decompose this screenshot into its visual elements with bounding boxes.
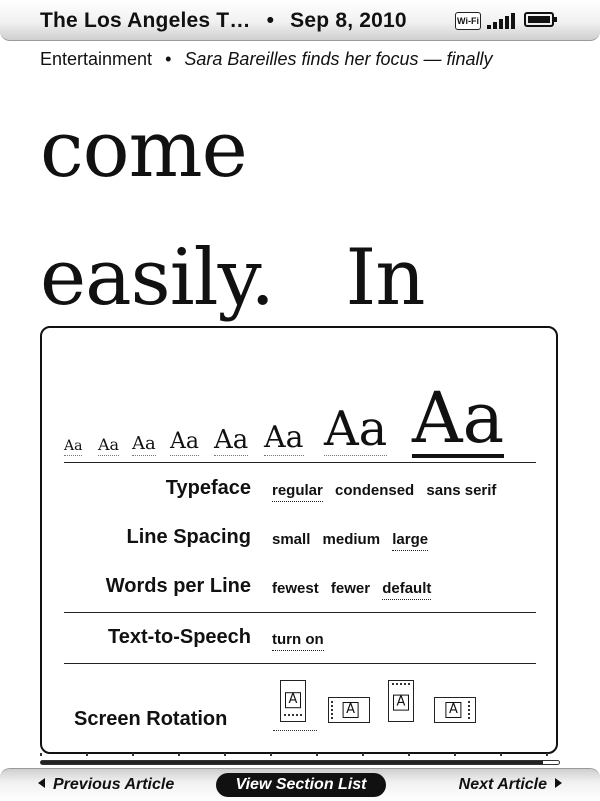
rotation-glyph: A <box>343 702 359 718</box>
font-size-option[interactable]: Aa <box>324 401 388 457</box>
font-size-option[interactable]: Aa <box>214 425 249 455</box>
font-size-option[interactable]: Aa <box>170 429 200 454</box>
previous-article-label: Previous Article <box>53 776 175 793</box>
reading-progress-fill <box>41 761 543 764</box>
words-per-line-option-fewer[interactable]: fewer <box>330 580 371 597</box>
line-spacing-option-large[interactable]: large <box>392 531 428 551</box>
line-spacing-label: Line Spacing <box>126 526 251 548</box>
reading-progress-bar <box>40 760 560 765</box>
next-article-label: Next Article <box>458 776 547 793</box>
typeface-options <box>272 482 504 502</box>
words-per-line-label: Words per Line <box>105 575 251 597</box>
text-to-speech-options <box>272 631 332 651</box>
status-separator: • <box>266 9 275 32</box>
signal-icon <box>487 11 517 29</box>
font-size-option[interactable]: Aa <box>98 435 120 454</box>
rotation-landscape-right-icon[interactable] <box>434 697 476 723</box>
triangle-right-icon <box>555 778 562 788</box>
issue-date: Sep 8, 2010 <box>290 9 407 32</box>
rotation-glyph: A <box>285 692 301 708</box>
view-section-list-button[interactable]: View Section List <box>216 773 386 797</box>
previous-article-button[interactable] <box>38 776 174 794</box>
rotation-glyph: A <box>445 702 461 718</box>
article-line: easily. In <box>40 233 425 323</box>
article-body <box>40 86 570 342</box>
text-settings-dialog <box>40 326 558 754</box>
next-article-button[interactable] <box>459 776 562 794</box>
breadcrumb <box>40 49 493 70</box>
typeface-option-condensed[interactable]: condensed <box>335 482 415 499</box>
typeface-label: Typeface <box>165 477 251 499</box>
wifi-icon: Wi-Fi <box>455 12 481 30</box>
section-name: Entertainment <box>40 49 153 69</box>
font-size-picker <box>64 368 538 464</box>
font-size-option[interactable]: Aa <box>264 420 304 455</box>
rotation-landscape-left-icon[interactable] <box>328 697 370 723</box>
publication-title: The Los Angeles T… <box>40 9 251 32</box>
text-to-speech-turn-on[interactable]: turn on <box>272 631 324 651</box>
triangle-left-icon <box>38 778 45 788</box>
location-ticks <box>40 753 560 756</box>
dialog-divider <box>64 612 536 613</box>
rotation-glyph: A <box>393 695 409 711</box>
rotation-selected-underline <box>273 730 317 731</box>
typeface-option-regular[interactable]: regular <box>272 482 323 502</box>
font-size-option[interactable]: Aa <box>132 433 156 454</box>
text-to-speech-label: Text-to-Speech <box>108 626 251 648</box>
article-title: Sara Bareilles finds her focus — finally <box>184 49 493 69</box>
article-line: come <box>40 105 247 195</box>
rotation-portrait-icon[interactable] <box>280 680 306 722</box>
status-title-group <box>40 9 407 33</box>
battery-icon <box>524 12 554 27</box>
typeface-option-sans-serif[interactable]: sans serif <box>426 482 497 499</box>
rotation-portrait-upside-down-icon[interactable] <box>388 680 414 722</box>
words-per-line-options <box>272 580 439 600</box>
breadcrumb-separator: • <box>165 49 172 69</box>
font-size-option-selected[interactable]: Aa <box>412 377 505 459</box>
bottom-nav-bar <box>0 768 600 801</box>
line-spacing-options <box>272 531 436 551</box>
screen-rotation-label: Screen Rotation <box>74 708 228 730</box>
dialog-divider <box>64 663 536 664</box>
status-bar <box>0 0 600 41</box>
dialog-divider <box>64 462 536 463</box>
words-per-line-option-fewest[interactable]: fewest <box>272 580 319 597</box>
font-size-option[interactable]: Aa <box>64 438 83 454</box>
words-per-line-option-default[interactable]: default <box>382 580 431 600</box>
line-spacing-option-small[interactable]: small <box>272 531 311 548</box>
line-spacing-option-medium[interactable]: medium <box>322 531 381 548</box>
